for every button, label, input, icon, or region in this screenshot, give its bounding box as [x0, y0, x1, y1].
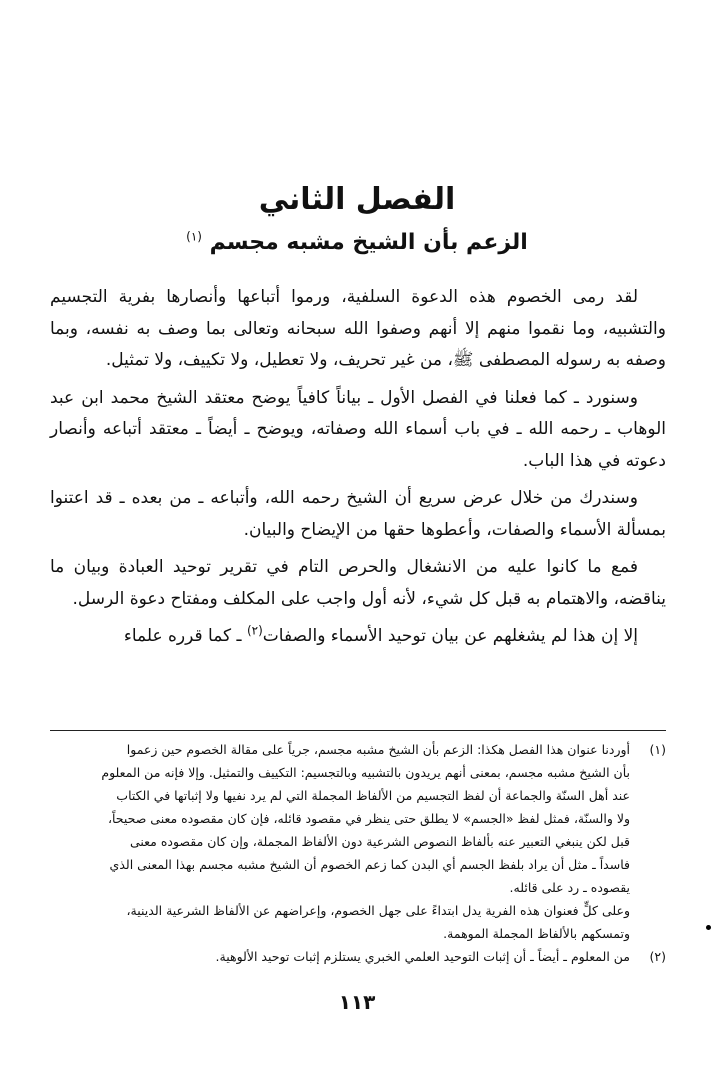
- footnote-2: [50, 945, 666, 968]
- section-title-footnote-ref: (١): [186, 229, 202, 244]
- section-title-text: الزعم بأن الشيخ مشبه مجسم: [209, 230, 528, 255]
- paragraph-3: وسندرك من خلال عرض سريع أن الشيخ رحمه الله، وأتباعه ـ من بعده ـ قد اعتنوا بمسألة الأسماء والصفات، وأعطوها حقها من الإيضاح والبيان.: [50, 488, 666, 540]
- footnote-1-line: قبل لكن ينبغي التعبير عنه بألفاظ النصوص الشرعية دون الألفاظ المجملة، وإن كان مقصوده معنى: [129, 834, 630, 849]
- footnote-1-line: أوردنا عنوان هذا الفصل هكذا: الزعم بأن الشيخ مشبه مجسم، جرياً على مقالة الخصوم حين زعموا: [126, 742, 630, 757]
- paragraph-2: وسنورد ـ كما فعلنا في الفصل الأول ـ بياناً كافياً يوضح معتقد الشيخ محمد ابن عبد الوهاب ـ رحمه الله ـ في باب أسماء الله وصفاته، ويوضح ـ أيضاً ـ معتقد أتباعه وأنصار دعوته في هذا الباب.: [50, 387, 666, 471]
- footnote-1-line: ولا والسنّة، فمثل لفظ «الجسم» لا يطلق حتى ينظر في مقصود قائله، فإن كان مقصوده معنى صحيحاً،: [107, 811, 630, 826]
- footnote-1-line: وعلى كلٍّ فعنوان هذه الفرية يدل ابتداءً على جهل الخصوم، وإعراضهم عن الألفاظ الشرعية الدينية،: [126, 903, 630, 918]
- page-number: ١١٣: [338, 990, 376, 1014]
- paragraph-1: لقد رمى الخصوم هذه الدعوة السلفية، ورموا أتباعها وأنصارها بفرية التجسيم والتشبيه، وما نقموا منهم إلا أنهم وصفوا الله سبحانه وتعالى بما وصف به نفسه، وبما وصفه به رسوله المصطفى ﷺ، من غير تحريف، ولا تعطيل، ولا تكييف، ولا تمثيل.: [50, 287, 666, 370]
- paragraph-5: [50, 621, 666, 653]
- footnote-2-text: من المعلوم ـ أيضاً ـ أن إثبات التوحيد العلمي الخبري يستلزم إثبات توحيد الألوهية.: [215, 949, 630, 964]
- footnote-1-line: فاسداً ـ مثل أن يراد بلفظ الجسم أي البدن كما زعم الخصوم أن الشيخ مشبه مجسم بهذا المعنى الذي: [109, 857, 630, 872]
- paragraph-4: فمع ما كانوا عليه من الانشغال والحرص التام في تقرير توحيد العبادة وبيان ما يناقضه، والاهتمام به قبل كل شيء، لأنه أول واجب على المكلف ومفتاح دعوة الرسل.: [50, 557, 666, 609]
- scan-mark: [706, 925, 711, 930]
- footnote-2-number: (٢): [649, 949, 666, 964]
- main-text: [50, 282, 666, 659]
- footnote-1-line: وتمسكهم بالألفاظ المجملة الموهمة.: [443, 926, 630, 941]
- footnote-1-line: يقصوده ـ رد على قائله.: [509, 880, 630, 895]
- footnote-1-line: عند أهل السنّة والجماعة أن لفظ التجسيم من الألفاظ المجملة التي لم يرد نفيها ولا إثباتها في الكتاب: [116, 788, 630, 803]
- footnote-1-number: (١): [649, 742, 666, 757]
- paragraph-5-text-b: ـ كما قرره علماء: [123, 626, 247, 646]
- paragraph-5-footnote-ref: (٢): [246, 623, 263, 638]
- footnote-divider: [50, 730, 666, 731]
- footnote-1-line: بأن الشيخ مشبه مجسم، بمعنى أنهم يريدون بالتشبيه وبالتجسيم: التكييف والتمثيل. وإلا فإنه من المعلوم: [101, 765, 630, 780]
- footnotes: [50, 738, 666, 968]
- chapter-title: الفصل الثاني: [258, 182, 456, 217]
- paragraph-5-text-a: إلا إن هذا لم يشغلهم عن بيان توحيد الأسماء والصفات: [262, 626, 638, 646]
- section-title: [0, 226, 714, 260]
- footnote-1: [50, 738, 666, 945]
